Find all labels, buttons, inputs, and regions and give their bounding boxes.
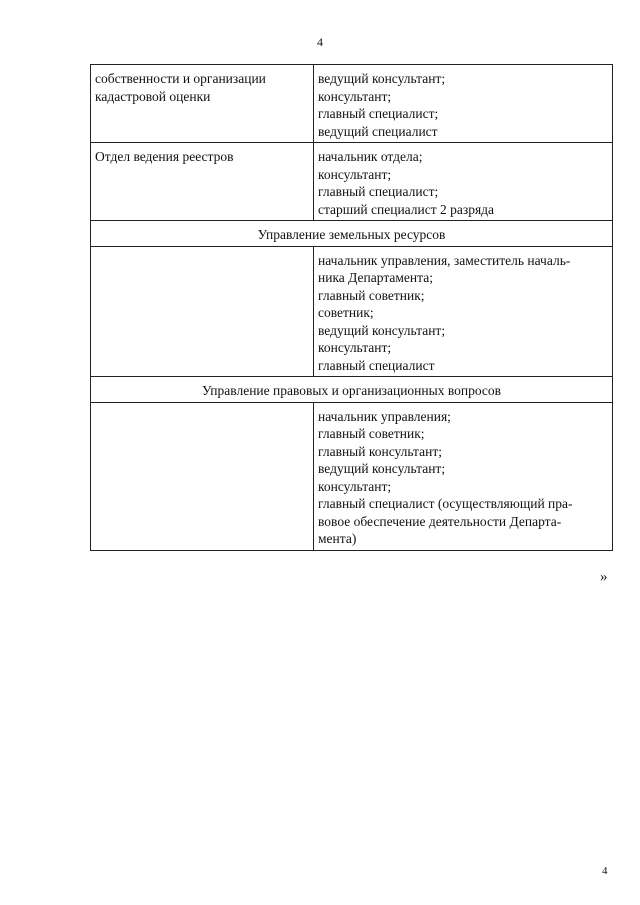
positions-cell bbox=[314, 143, 613, 221]
position-text: консультант; bbox=[318, 340, 392, 355]
position-text: ведущий специалист bbox=[318, 123, 438, 139]
position-text: ведущий консультант; bbox=[318, 461, 446, 476]
position-text: главный советник; bbox=[318, 287, 425, 303]
position-text: главный специалист; bbox=[318, 184, 439, 199]
department-text: Отдел ведения реестров bbox=[95, 149, 234, 164]
department-cell bbox=[91, 143, 314, 221]
positions-cell bbox=[314, 402, 613, 550]
position-text: ника Департамента; bbox=[318, 270, 433, 285]
position-text: главный специалист (осуществляющий пра- bbox=[318, 496, 573, 511]
position-text: ведущий консультант; bbox=[318, 71, 446, 86]
position-text: старший специалист 2 разряда bbox=[318, 201, 495, 217]
position-text: начальник управления; bbox=[318, 408, 451, 424]
section-heading: Управление земельных ресурсов bbox=[91, 221, 613, 247]
section-heading: Управление правовых и организационных вопросов bbox=[91, 377, 613, 403]
section-row bbox=[91, 377, 613, 403]
table-row bbox=[91, 65, 613, 143]
department-cell bbox=[91, 402, 314, 550]
table-row bbox=[91, 143, 613, 221]
position-text: главный специалист bbox=[318, 357, 435, 373]
page-number-top: 4 bbox=[317, 35, 323, 49]
section-row bbox=[91, 221, 613, 247]
department-text: собственности и организации bbox=[95, 71, 266, 86]
closing-quote-mark: » bbox=[600, 569, 608, 585]
position-text: вовое обеспечение деятельности Департа- bbox=[318, 513, 562, 529]
position-text: консультант; bbox=[318, 88, 392, 104]
department-cell bbox=[91, 65, 314, 143]
positions-cell bbox=[314, 65, 613, 143]
positions-cell bbox=[314, 246, 613, 377]
table-row bbox=[91, 402, 613, 550]
positions-table bbox=[90, 64, 613, 551]
position-text: консультант; bbox=[318, 478, 392, 494]
position-text: главный специалист; bbox=[318, 106, 439, 121]
position-text: главный советник; bbox=[318, 426, 425, 441]
department-cell bbox=[91, 246, 314, 377]
position-text: главный консультант; bbox=[318, 443, 442, 459]
position-text: консультант; bbox=[318, 166, 392, 182]
page-number-bottom: 4 bbox=[602, 865, 608, 877]
position-text: ведущий консультант; bbox=[318, 322, 446, 338]
position-text: мента) bbox=[318, 531, 357, 546]
position-text: советник; bbox=[318, 305, 374, 320]
department-text: кадастровой оценки bbox=[95, 88, 211, 104]
table-row bbox=[91, 246, 613, 377]
position-text: начальник отдела; bbox=[318, 149, 423, 164]
position-text: начальник управления, заместитель началь- bbox=[318, 252, 571, 268]
